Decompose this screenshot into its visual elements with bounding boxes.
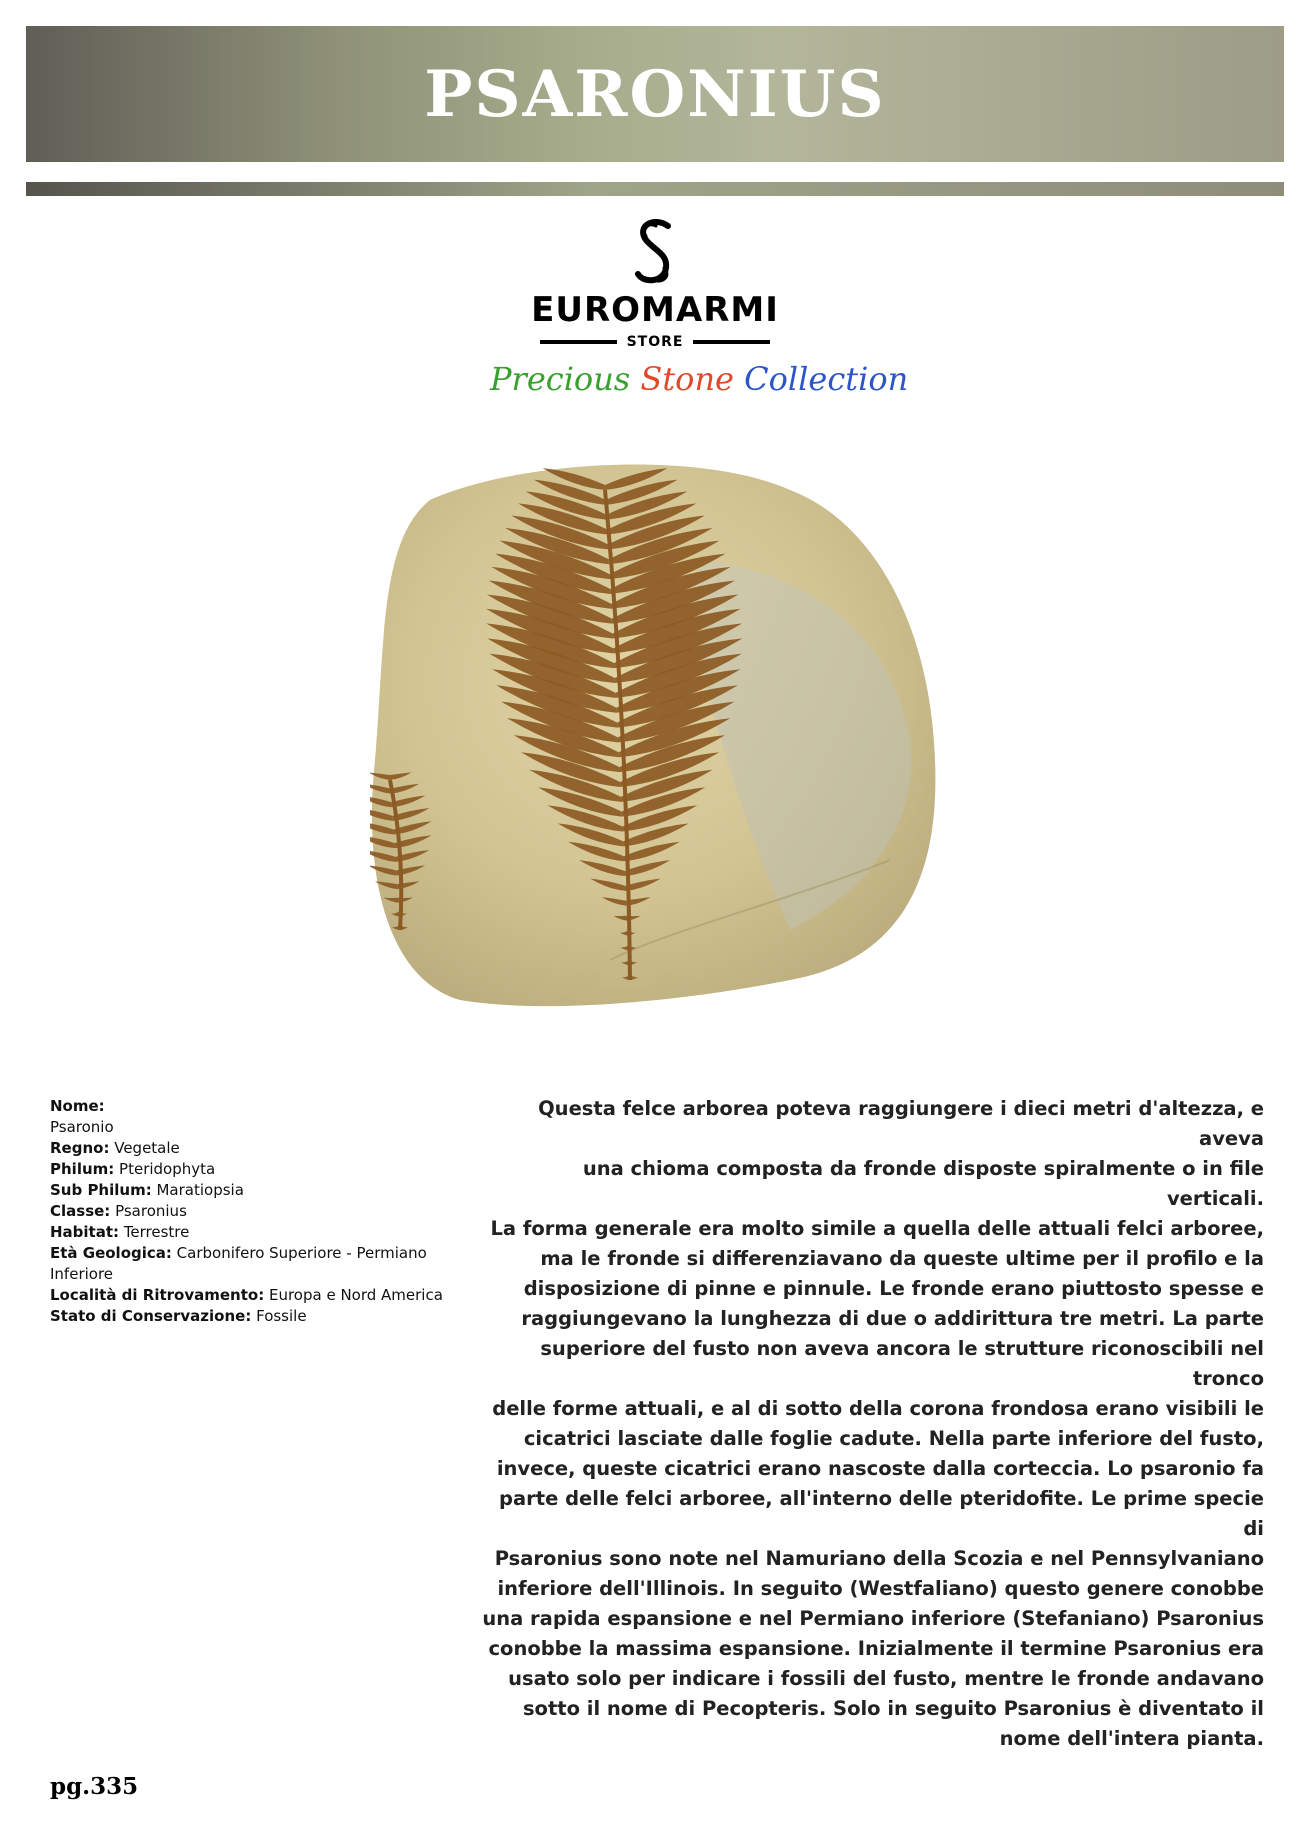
- desc-line: delle forme attuali, e al di sotto della corona frondosa erano visibili le: [492, 1397, 1264, 1420]
- spec-row: Località di Ritrovamento: Europa e Nord America: [50, 1286, 443, 1304]
- logo-store-label: STORE: [626, 334, 684, 350]
- spec-row: Nome:: [50, 1097, 105, 1115]
- spec-row: Philum: Pteridophyta: [50, 1160, 216, 1178]
- desc-line: superiore del fusto non aveva ancora le strutture riconoscibili nel tronco: [540, 1337, 1264, 1390]
- desc-line: conobbe la massima espansione. Inizialmente il termine Psaronius era: [488, 1637, 1264, 1660]
- desc-line: cicatrici lasciate dalle foglie cadute. Nella parte inferiore del fusto,: [523, 1427, 1264, 1450]
- desc-line: usato solo per indicare i fossili del fusto, mentre le fronde andavano: [508, 1667, 1264, 1690]
- fern-fossil-photo: [370, 460, 940, 1020]
- desc-line: inferiore dell'Illinois. In seguito (Westfaliano) questo genere conobbe: [497, 1577, 1264, 1600]
- spec-row: Classe: Psaronius: [50, 1202, 187, 1220]
- logo-store-row: [540, 334, 770, 350]
- logo-brand-name: EUROMARMI: [531, 290, 779, 330]
- spec-row: Habitat: Terrestre: [50, 1223, 190, 1241]
- desc-line: Questa felce arborea poteva raggiungere i dieci metri d'altezza, e aveva: [538, 1097, 1264, 1150]
- tagline-word-2: Stone: [640, 360, 734, 398]
- euromarmi-logo: [490, 218, 909, 408]
- logo-tagline: [490, 360, 909, 398]
- desc-line: ma le fronde si differenziavano da queste ultime per il profilo e la: [540, 1247, 1264, 1270]
- desc-line: disposizione di pinne e pinnule. Le fronde erano piuttosto spesse e: [523, 1277, 1264, 1300]
- desc-line: una rapida espansione e nel Permiano inferiore (Stefaniano) Psaronius: [482, 1607, 1264, 1630]
- desc-line: Psaronius sono note nel Namuriano della Scozia e nel Pennsylvaniano: [494, 1547, 1264, 1570]
- page-number: pg.335: [50, 1773, 139, 1800]
- logo-rule-left: [540, 340, 617, 344]
- desc-line: una chioma composta da fronde disposte spiralmente o in file verticali.: [582, 1157, 1264, 1210]
- spec-row: Psaronio: [50, 1118, 114, 1136]
- desc-line: invece, queste cicatrici erano nascoste dalla corteccia. Lo psaronio fa: [496, 1457, 1264, 1480]
- specs-panel: [50, 1096, 450, 1327]
- desc-line: parte delle felci arboree, all'interno delle pteridofite. Le prime specie di: [499, 1487, 1264, 1540]
- logo-rule-right: [693, 340, 770, 344]
- desc-line: La forma generale era molto simile a quella delle attuali felci arboree,: [490, 1217, 1264, 1240]
- tagline-word-3: Collection: [744, 360, 909, 398]
- desc-line: nome dell'intera pianta.: [999, 1727, 1264, 1750]
- page-title: PSARONIUS: [424, 56, 886, 132]
- tagline-word-1: Precious: [490, 360, 631, 398]
- spec-row: Regno: Vegetale: [50, 1139, 180, 1157]
- logo-s-mark-icon: [632, 218, 678, 288]
- spec-row: Età Geologica: Carbonifero Superiore - Permiano Inferiore: [50, 1244, 427, 1283]
- description-text: [480, 1094, 1264, 1754]
- desc-line: sotto il nome di Pecopteris. Solo in seguito Psaronius è diventato il: [522, 1697, 1264, 1720]
- spec-row: Sub Philum: Maratiopsia: [50, 1181, 244, 1199]
- spec-row: Stato di Conservazione: Fossile: [50, 1307, 307, 1325]
- title-banner: [26, 26, 1284, 162]
- desc-line: raggiungevano la lunghezza di due o addirittura tre metri. La parte: [521, 1307, 1264, 1330]
- divider-bar: [26, 182, 1284, 196]
